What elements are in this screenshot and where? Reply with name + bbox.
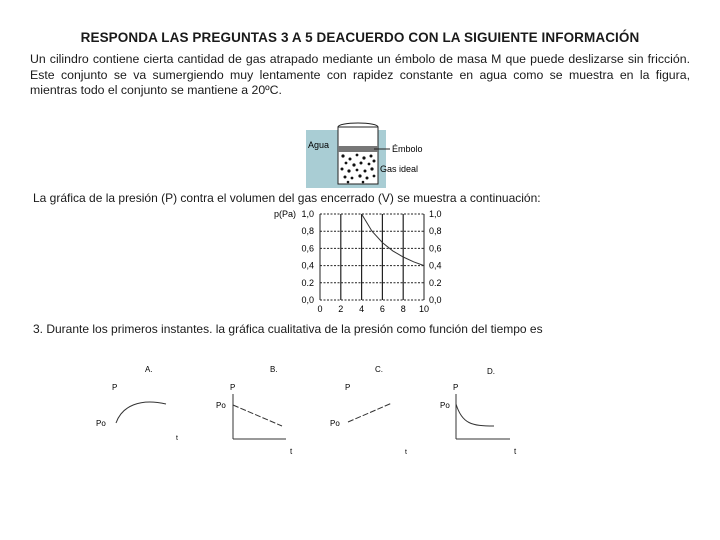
option-b-p0-label: Po: [216, 401, 226, 410]
x-tick-label: 0: [317, 304, 323, 314]
x-tick-label: 8: [400, 304, 406, 314]
answer-options: [90, 360, 540, 460]
y-tick-label-right: 0,8: [429, 226, 442, 237]
option-d[interactable]: [440, 367, 517, 456]
x-tick-label: 10: [418, 304, 430, 314]
gas-label: Gas ideal: [380, 164, 419, 174]
option-d-t-label: t: [514, 447, 517, 456]
y-tick-label-left: 0,4: [301, 260, 314, 271]
cylinder-figure: [300, 118, 470, 190]
x-tick-label: 2: [338, 304, 344, 314]
option-b-p-label: P: [230, 383, 236, 392]
x-tick-label: 6: [379, 304, 385, 314]
x-tick-label: 4: [359, 304, 365, 314]
option-a-p0-label: Po: [96, 419, 106, 428]
pressure-volume-chart: [270, 204, 460, 320]
option-d-p0-label: Po: [440, 401, 450, 410]
pv-curve: [362, 214, 424, 266]
y-tick-label-left: 0,6: [301, 243, 314, 254]
y-tick-label-right: 0,6: [429, 243, 442, 254]
option-b-line: [233, 405, 282, 426]
y-tick-label-left: 0,0: [301, 295, 314, 305]
option-a-curve: [116, 402, 166, 423]
option-a-t-label: t: [176, 435, 178, 442]
option-c-t-label: t: [405, 449, 407, 456]
y-tick-label-left: 0.2: [301, 277, 314, 288]
option-d-curve: [456, 404, 494, 426]
option-b-letter: B.: [270, 365, 278, 374]
option-a[interactable]: [96, 365, 178, 442]
intro-paragraph: Un cilindro contiene cierta cantidad de gas atrapado mediante un émbolo de masa M que puede deslizarse sin fricción. Este conjunto se va sumergiendo muy lentamente con rapidez constante en agua como se muestra en la figura, mientras todo el conjunto se mantiene a 20ºC.: [30, 52, 690, 97]
option-c[interactable]: [330, 365, 407, 456]
option-b-t-label: t: [290, 447, 293, 456]
water-label: Agua: [308, 140, 330, 150]
y-tick-label-right: 0,0: [429, 295, 442, 305]
piston-label: Émbolo: [392, 144, 423, 154]
option-d-p-label: P: [453, 383, 459, 392]
y-tick-label-left: 0,8: [301, 226, 314, 237]
piston: [338, 146, 378, 152]
option-c-letter: C.: [375, 365, 383, 374]
question-3: 3. Durante los primeros instantes. la gráfica cualitativa de la presión como función del tiempo es: [33, 322, 543, 336]
option-b[interactable]: [216, 365, 293, 456]
option-a-p-label: P: [112, 383, 118, 392]
y-tick-label-right: 1,0: [429, 209, 442, 219]
y-tick-label-right: 0.2: [429, 277, 442, 288]
option-c-p0-label: Po: [330, 419, 340, 428]
graph-intro: La gráfica de la presión (P) contra el volumen del gas encerrado (V) se muestra a continuación:: [33, 191, 541, 205]
option-c-line: [348, 403, 392, 422]
option-c-p-label: P: [345, 383, 351, 392]
y-tick-label-right: 0,4: [429, 260, 442, 271]
y-axis-label: p(Pa): [274, 209, 297, 219]
option-a-letter: A.: [145, 365, 153, 374]
y-tick-label-left: 1,0: [301, 209, 314, 219]
option-d-letter: D.: [487, 367, 495, 376]
section-heading: RESPONDA LAS PREGUNTAS 3 A 5 DEACUERDO CON LA SIGUIENTE INFORMACIÓN: [80, 30, 640, 45]
